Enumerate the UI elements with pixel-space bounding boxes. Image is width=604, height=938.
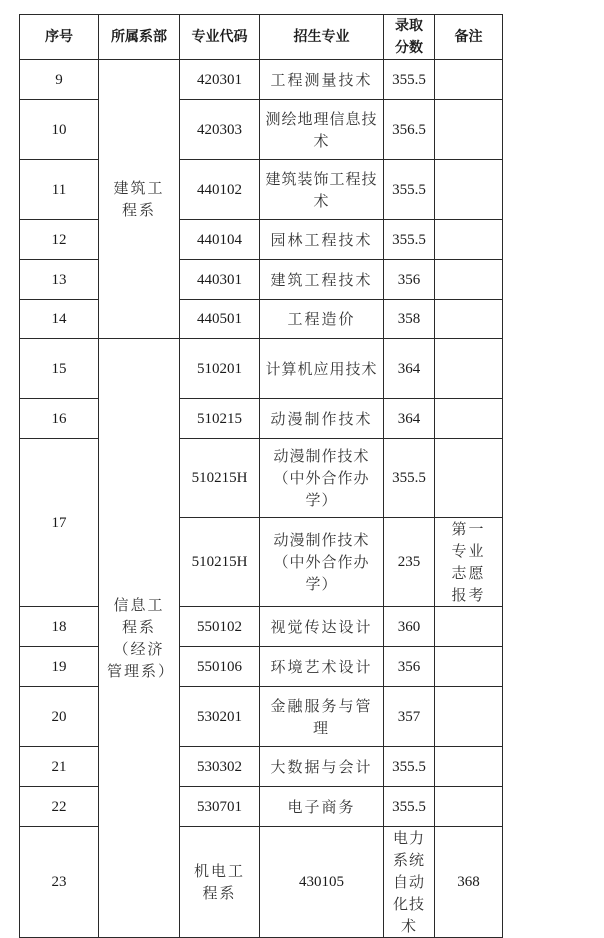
cell-score: 364 [384,339,435,399]
cell-note [435,647,503,687]
cell-score: 355.5 [384,747,435,787]
cell-department: 机电工程系 [180,827,260,938]
table-row [20,399,503,439]
cell-seq: 9 [20,60,99,100]
cell-score: 356 [384,647,435,687]
table-row [20,160,503,220]
header-department: 所属系部 [99,15,180,60]
admission-score-table [19,14,503,938]
cell-score: 355.5 [384,160,435,220]
cell-code: 510215H [180,518,260,607]
cell-code: 510201 [180,339,260,399]
cell-code: 550106 [180,647,260,687]
cell-seq: 19 [20,647,99,687]
cell-score: 235 [384,518,435,607]
cell-code: 510215H [180,439,260,518]
cell-code: 510215 [180,399,260,439]
cell-seq: 15 [20,339,99,399]
cell-note [435,687,503,747]
cell-major: 动漫制作技术 [260,399,384,439]
table-row [20,339,503,399]
cell-note [435,100,503,160]
cell-major: 大数据与会计 [260,747,384,787]
cell-major: 动漫制作技术（中外合作办学） [260,518,384,607]
table-row [20,100,503,160]
cell-code: 430105 [260,827,384,938]
cell-score: 355.5 [384,439,435,518]
cell-note [435,160,503,220]
cell-code: 420303 [180,100,260,160]
table-row [20,300,503,339]
cell-seq: 17 [20,439,99,607]
cell-seq: 18 [20,607,99,647]
cell-major: 园林工程技术 [260,220,384,260]
cell-note [435,60,503,100]
header-major: 招生专业 [260,15,384,60]
cell-seq: 21 [20,747,99,787]
cell-score: 364 [384,399,435,439]
table-row [20,439,503,518]
cell-major: 视觉传达设计 [260,607,384,647]
cell-seq: 23 [20,827,99,938]
cell-score: 355.5 [384,220,435,260]
cell-seq: 11 [20,160,99,220]
cell-code: 530201 [180,687,260,747]
cell-major: 测绘地理信息技术 [260,100,384,160]
cell-major: 工程造价 [260,300,384,339]
cell-code: 440102 [180,160,260,220]
cell-department: 信息工程系（经济管理系） [99,339,180,938]
cell-major: 工程测量技术 [260,60,384,100]
cell-score: 355.5 [384,60,435,100]
cell-seq: 13 [20,260,99,300]
header-score: 录取分数 [384,15,435,60]
cell-department: 建筑工程系 [99,60,180,339]
cell-seq: 16 [20,399,99,439]
cell-major: 计算机应用技术 [260,339,384,399]
cell-major: 建筑装饰工程技术 [260,160,384,220]
table-row [20,607,503,647]
table-row [20,827,503,938]
cell-major: 环境艺术设计 [260,647,384,687]
cell-seq: 14 [20,300,99,339]
table-row [20,647,503,687]
cell-seq: 10 [20,100,99,160]
cell-code: 440104 [180,220,260,260]
cell-note [435,787,503,827]
cell-note [435,747,503,787]
header-seq: 序号 [20,15,99,60]
cell-code: 420301 [180,60,260,100]
cell-seq: 22 [20,787,99,827]
header-major-code: 专业代码 [180,15,260,60]
cell-code: 530302 [180,747,260,787]
cell-note [435,607,503,647]
cell-note [435,439,503,518]
table-row [20,747,503,787]
cell-score: 358 [384,300,435,339]
cell-score: 355.5 [384,787,435,827]
cell-code: 440301 [180,260,260,300]
cell-major: 电力系统自动化技术 [384,827,435,938]
cell-seq: 12 [20,220,99,260]
cell-major: 电子商务 [260,787,384,827]
table-row [20,60,503,100]
table-row [20,787,503,827]
cell-note [435,220,503,260]
table-row [20,260,503,300]
header-row [20,15,503,60]
cell-note: 第一专业志愿报考 [435,518,503,607]
header-note: 备注 [435,15,503,60]
cell-score: 356.5 [384,100,435,160]
cell-seq: 20 [20,687,99,747]
cell-code: 530701 [180,787,260,827]
cell-score: 357 [384,687,435,747]
cell-note [435,399,503,439]
cell-score: 356 [384,260,435,300]
cell-major: 金融服务与管理 [260,687,384,747]
cell-score: 368 [435,827,503,938]
table-row [20,220,503,260]
cell-major: 动漫制作技术（中外合作办学） [260,439,384,518]
cell-note [435,300,503,339]
cell-code: 440501 [180,300,260,339]
table-row [20,687,503,747]
cell-note [435,339,503,399]
cell-code: 550102 [180,607,260,647]
cell-score: 360 [384,607,435,647]
cell-major: 建筑工程技术 [260,260,384,300]
cell-note [435,260,503,300]
